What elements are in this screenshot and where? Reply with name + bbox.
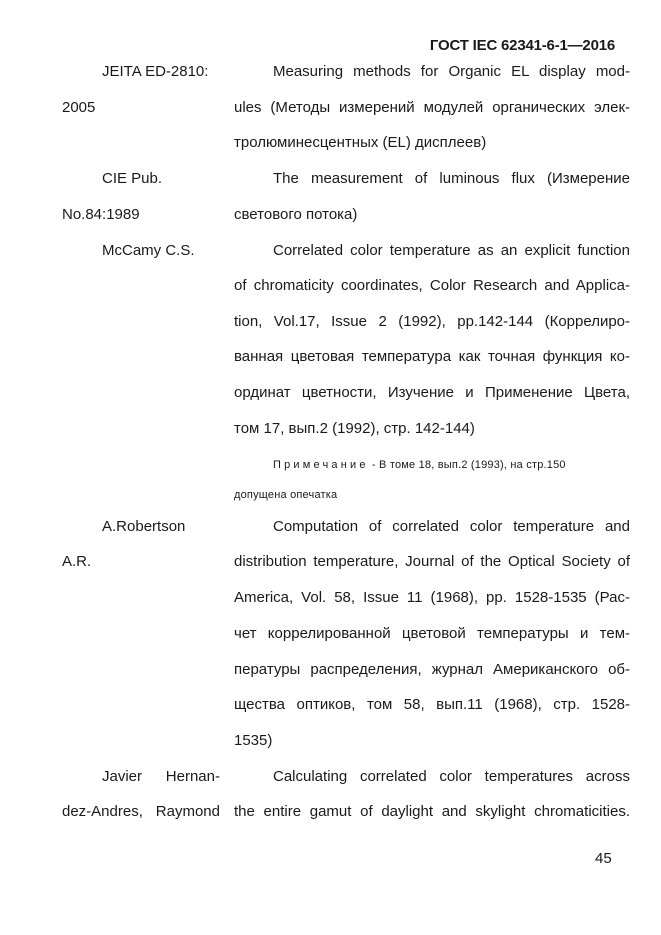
note-text: - В томе 18, вып.2 (1993), на стр.150 <box>368 459 566 471</box>
reference-author: A.R. <box>62 553 92 570</box>
document-code: ГОСТ IEC 62341-6-1—2016 <box>429 37 615 54</box>
reference-text-line: ules (Методы измерений модулей органических элек- <box>234 99 630 116</box>
reference-author: No.84:1989 <box>62 206 140 223</box>
reference-text-line: Measuring methods for Organic EL display mod- <box>273 63 630 80</box>
reference-text-line: America, Vol. 58, Issue 11 (1968), pp. 1528-1535 (Рас- <box>234 589 630 606</box>
reference-text-line: The measurement of luminous flux (Измерение <box>273 170 630 187</box>
reference-author: JEITA ED-2810: <box>102 63 209 80</box>
reference-author: CIE Pub. <box>102 170 163 187</box>
reference-author: 2005 <box>62 99 96 116</box>
reference-text-line: Calculating correlated color temperatures across <box>273 768 630 785</box>
reference-author-line <box>62 802 220 822</box>
reference-text-line: 1535) <box>234 732 273 749</box>
reference-text-line: the entire gamut of daylight and skylight chromaticities. <box>234 803 630 820</box>
reference-author: Hernan- <box>165 768 220 785</box>
reference-text-line: пературы распределения, журнал Американского об- <box>234 661 630 678</box>
note-label: Примечание <box>273 459 369 471</box>
reference-text-line: distribution temperature, Journal of the Optical Society of <box>234 553 630 570</box>
reference-author: Javier <box>102 768 143 785</box>
reference-text-line: светового потока) <box>234 206 358 223</box>
reference-text-line: Computation of correlated color temperature and <box>273 518 630 535</box>
reference-text-line: тролюминесцентных (EL) дисплеев) <box>234 134 487 151</box>
reference-text-line: Correlated color temperature as an explicit function <box>273 242 630 259</box>
reference-text-line: чет коррелированной цветовой температуры и тем- <box>234 625 630 642</box>
reference-author-line <box>102 767 220 787</box>
page-number: 45 <box>595 850 612 867</box>
note-text-continued: допущена опечатка <box>234 489 338 501</box>
reference-author: A.Robertson <box>102 518 186 535</box>
note-line <box>273 455 566 475</box>
reference-author: dez-Andres, <box>62 803 143 820</box>
reference-text-line: tion, Vol.17, Issue 2 (1992), pp.142-144 (Коррелиро- <box>234 313 630 330</box>
reference-text-line: of chromaticity coordinates, Color Research and Applica- <box>234 277 630 294</box>
reference-text-line: ординат цветности, Изучение и Применение Цвета, <box>234 384 630 401</box>
reference-text-line: щества оптиков, том 58, вып.11 (1968), стр. 1528- <box>234 696 630 713</box>
reference-text-line: том 17, вып.2 (1992), стр. 142-144) <box>234 420 475 437</box>
reference-text-line: ванная цветовая температура как точная функция ко- <box>234 348 630 365</box>
reference-author: McCamy C.S. <box>102 242 195 259</box>
reference-author: Raymond <box>155 803 220 820</box>
